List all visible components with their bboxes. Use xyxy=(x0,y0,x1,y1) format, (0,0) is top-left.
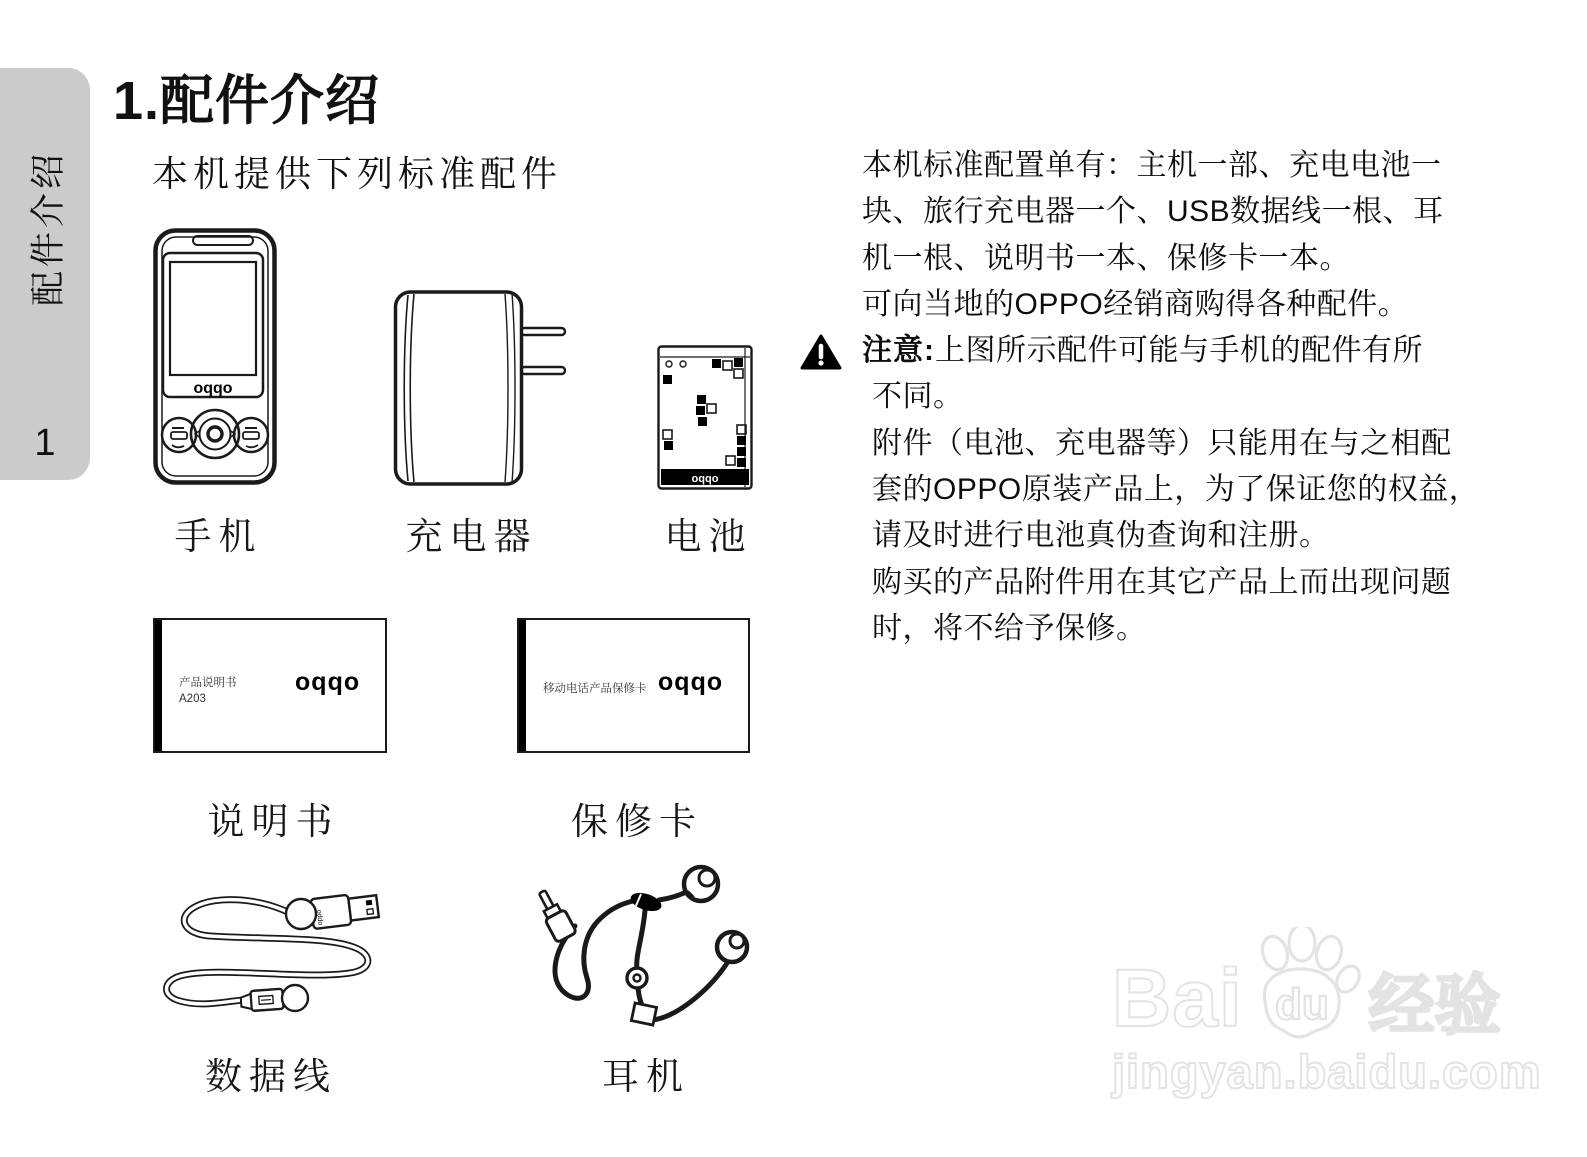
warning-icon xyxy=(800,334,842,386)
body-line: 套的OPPO原装产品上，为了保证您的权益， xyxy=(872,473,1480,507)
page-title: 1.配件介绍 xyxy=(113,71,381,131)
warranty-card-spine xyxy=(519,620,526,751)
manual-card-text: 产品说明书 A203 xyxy=(179,677,237,705)
baidu-paw-icon xyxy=(1245,927,1363,1044)
chapter-side-tab xyxy=(0,68,90,480)
body-line: 购买的产品附件用在其它产品上而出现问题 xyxy=(872,565,1452,599)
warranty-label: 保修卡 xyxy=(571,801,703,842)
watermark-logo-row xyxy=(1112,938,1542,1045)
manual-card-oppo-logo: oppo xyxy=(293,668,359,696)
phone-oppo-logo: oppo xyxy=(193,380,233,397)
earphone-label: 耳机 xyxy=(602,1056,690,1097)
baidu-jingyan-watermark xyxy=(1112,938,1542,1099)
manual-card-spine xyxy=(155,620,162,751)
phone-label: 手机 xyxy=(174,516,263,557)
body-text-column xyxy=(862,143,1512,652)
page-number: 1 xyxy=(34,422,56,464)
manual-card xyxy=(153,618,387,753)
note-label: 注意: xyxy=(862,334,935,368)
cable-label: 数据线 xyxy=(205,1056,337,1097)
warranty-card xyxy=(517,618,750,753)
body-line: 不同。 xyxy=(872,380,964,414)
watermark-jingyan-text: 经验 xyxy=(1368,968,1501,1042)
chapter-tab-label: 配件介绍 xyxy=(29,149,68,307)
battery-oppo-logo: oppo xyxy=(691,473,719,485)
charger-label: 充电器 xyxy=(405,516,538,557)
warranty-card-text: 移动电话产品保修卡 xyxy=(543,683,647,695)
note-text: 上图所示配件可能与手机的配件有所 xyxy=(935,334,1423,368)
cable-oppo-logo: oppo xyxy=(315,909,325,926)
charger-illustration xyxy=(393,288,568,488)
note-line xyxy=(862,328,1512,374)
watermark-du-text: du xyxy=(1274,980,1329,1029)
warranty-card-oppo-logo: oppo xyxy=(656,668,722,696)
page-subtitle: 本机提供下列标准配件 xyxy=(152,153,563,194)
data-cable-illustration xyxy=(155,888,380,1018)
body-line: 本机标准配置单有：主机一部、充电电池一 xyxy=(862,149,1442,182)
body-line: 机一根、说明书一本、保修卡一本。 xyxy=(862,241,1350,275)
body-line: 时，将不给予保修。 xyxy=(872,611,1147,645)
manual-label: 说明书 xyxy=(207,801,340,842)
body-line: 请及时进行电池真伪查询和注册。 xyxy=(872,519,1330,553)
watermark-url: jingyan.baidu.com xyxy=(1112,1045,1542,1098)
phone-illustration xyxy=(153,228,277,485)
body-line: 附件（电池、充电器等）只能用在与之相配 xyxy=(872,426,1452,460)
watermark-bai-text: Bai xyxy=(1112,953,1243,1045)
battery-label: 电池 xyxy=(664,516,753,557)
battery-illustration xyxy=(657,345,753,490)
body-line: 可向当地的OPPO经销商购得各种配件。 xyxy=(862,287,1409,321)
body-line: 块、旅行充电器一个、USB数据线一根、耳 xyxy=(862,195,1444,229)
earphone-illustration xyxy=(535,848,750,1030)
